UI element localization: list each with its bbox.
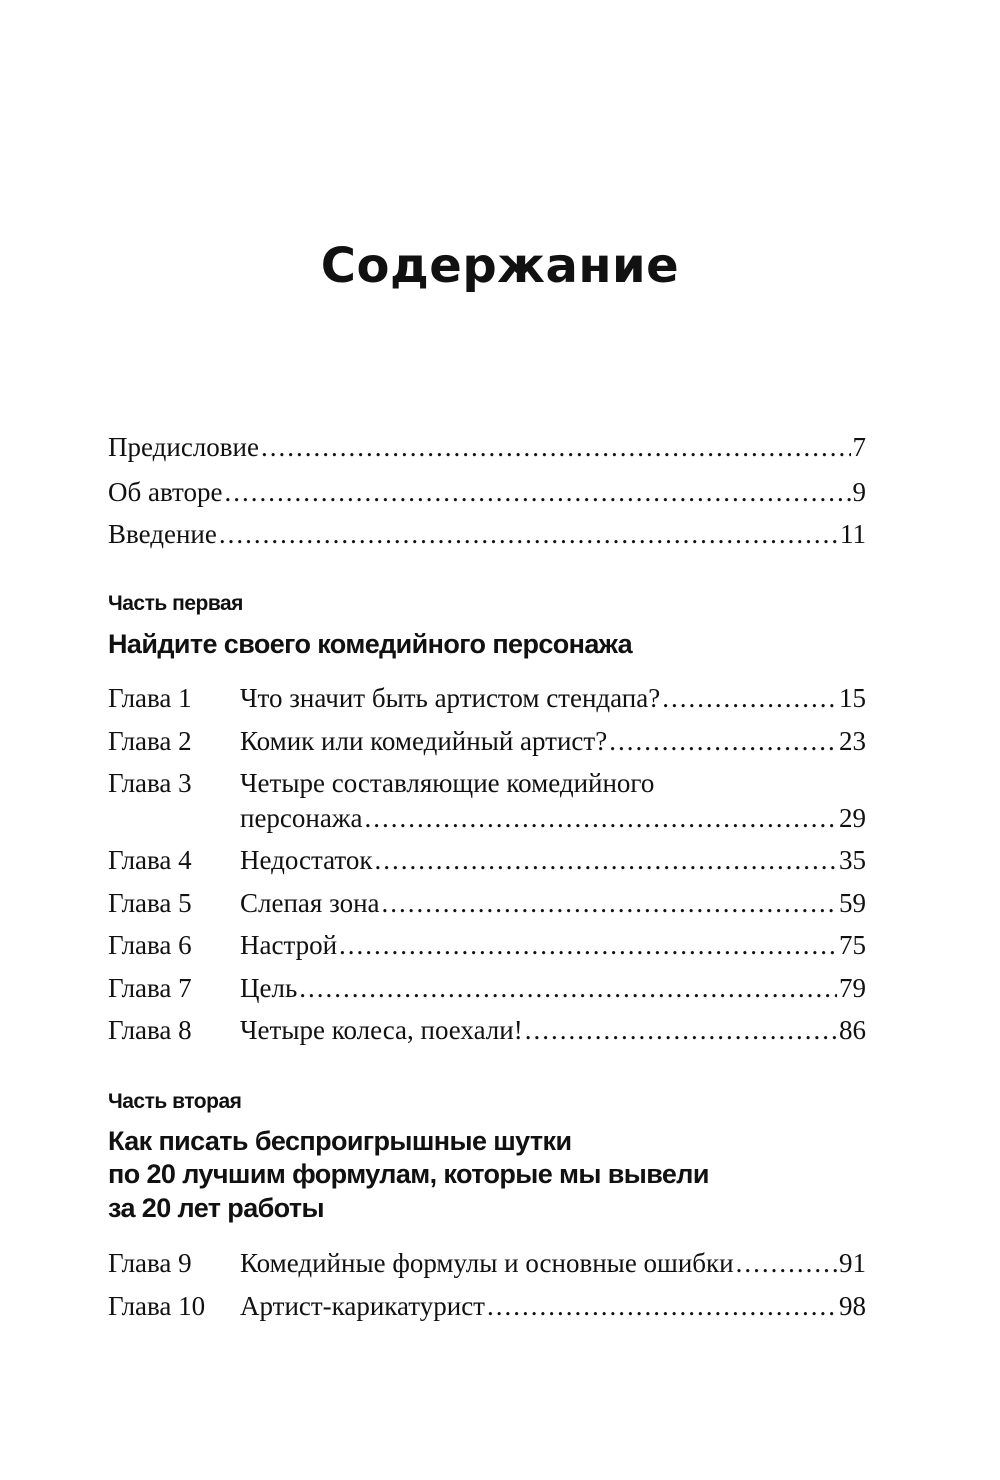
entry-title: Слепая зона (240, 888, 380, 918)
page-number: 9 (852, 477, 866, 507)
entry-title: Артист-карикатурист (240, 1291, 485, 1321)
toc-entry-chapter-5[interactable] (108, 883, 866, 923)
entry-title: Цель (240, 973, 298, 1003)
entry-title: Четыре колеса, поехали! (240, 1015, 523, 1045)
chapter-number: Глава 6 (108, 930, 192, 960)
page-number: 79 (839, 973, 866, 1003)
dot-leader (382, 883, 837, 923)
entry-title: Предисловие (108, 432, 259, 462)
dot-leader (487, 1286, 837, 1326)
toc-entry-chapter-6[interactable] (108, 925, 866, 965)
chapter-number: Глава 4 (108, 845, 192, 875)
section-title-line-1: Как писать беспроигрышные шутки (108, 1126, 572, 1156)
dot-leader (261, 427, 851, 467)
page-number: 7 (852, 432, 866, 462)
dot-leader (662, 678, 837, 718)
chapter-number: Глава 2 (108, 726, 192, 756)
page-title: Содержание (320, 238, 680, 294)
dot-leader (224, 472, 850, 512)
toc-entry-introduction[interactable] (108, 514, 866, 554)
dot-leader (339, 925, 837, 965)
entry-title: Комедийные формулы и основные ошибки (240, 1248, 734, 1278)
page-number: 86 (839, 1015, 866, 1045)
page-number: 98 (839, 1291, 866, 1321)
page-number: 29 (839, 803, 866, 833)
part-label: Часть первая (108, 592, 243, 615)
entry-title: Об авторе (108, 477, 223, 507)
page-number: 15 (839, 683, 866, 713)
dot-leader (365, 798, 838, 838)
toc-entry-chapter-4[interactable] (108, 840, 866, 880)
chapter-number: Глава 9 (108, 1248, 192, 1278)
chapter-number: Глава 8 (108, 1015, 192, 1045)
page-number: 11 (840, 519, 866, 549)
dot-leader (609, 721, 837, 761)
part-label: Часть вторая (108, 1090, 242, 1113)
dot-leader (375, 840, 838, 880)
entry-title: Недостаток (240, 845, 373, 875)
entry-title: Что значит быть артистом стендапа? (240, 683, 661, 713)
chapter-number: Глава 3 (108, 768, 192, 798)
page-number: 23 (839, 726, 866, 756)
toc-entry-about-author[interactable] (108, 472, 866, 512)
entry-title-continued: персонажа (240, 803, 363, 833)
toc-entry-chapter-3[interactable] (108, 763, 866, 803)
dot-leader (525, 1010, 837, 1050)
entry-title: Введение (108, 519, 217, 549)
toc-entry-preface[interactable] (108, 427, 866, 467)
toc-entry-chapter-3-continued[interactable] (240, 798, 866, 838)
toc-entry-chapter-2[interactable] (108, 721, 866, 761)
dot-leader (299, 968, 837, 1008)
section-title-line-3: за 20 лет работы (108, 1193, 324, 1223)
page-number: 91 (839, 1248, 866, 1278)
section-title: Найдите своего комедийного персонажа (108, 629, 633, 659)
toc-entry-chapter-1[interactable] (108, 678, 866, 718)
page-number: 75 (839, 930, 866, 960)
section-title-line-2: по 20 лучшим формулам, которые мы вывели (108, 1159, 709, 1189)
page-number: 59 (839, 888, 866, 918)
entry-title: Комик или комедийный артист? (240, 726, 608, 756)
toc-entry-chapter-10[interactable] (108, 1286, 866, 1326)
entry-title: Настрой (240, 930, 338, 960)
chapter-number: Глава 5 (108, 888, 192, 918)
entry-title: Четыре составляющие комедийного (240, 768, 655, 798)
toc-entry-chapter-7[interactable] (108, 968, 866, 1008)
dot-leader (219, 514, 838, 554)
chapter-number: Глава 1 (108, 683, 192, 713)
toc-entry-chapter-9[interactable] (108, 1243, 866, 1283)
page-number: 35 (839, 845, 866, 875)
toc-entry-chapter-8[interactable] (108, 1010, 866, 1050)
dot-leader (736, 1243, 837, 1283)
chapter-number: Глава 10 (108, 1291, 206, 1321)
chapter-number: Глава 7 (108, 973, 192, 1003)
